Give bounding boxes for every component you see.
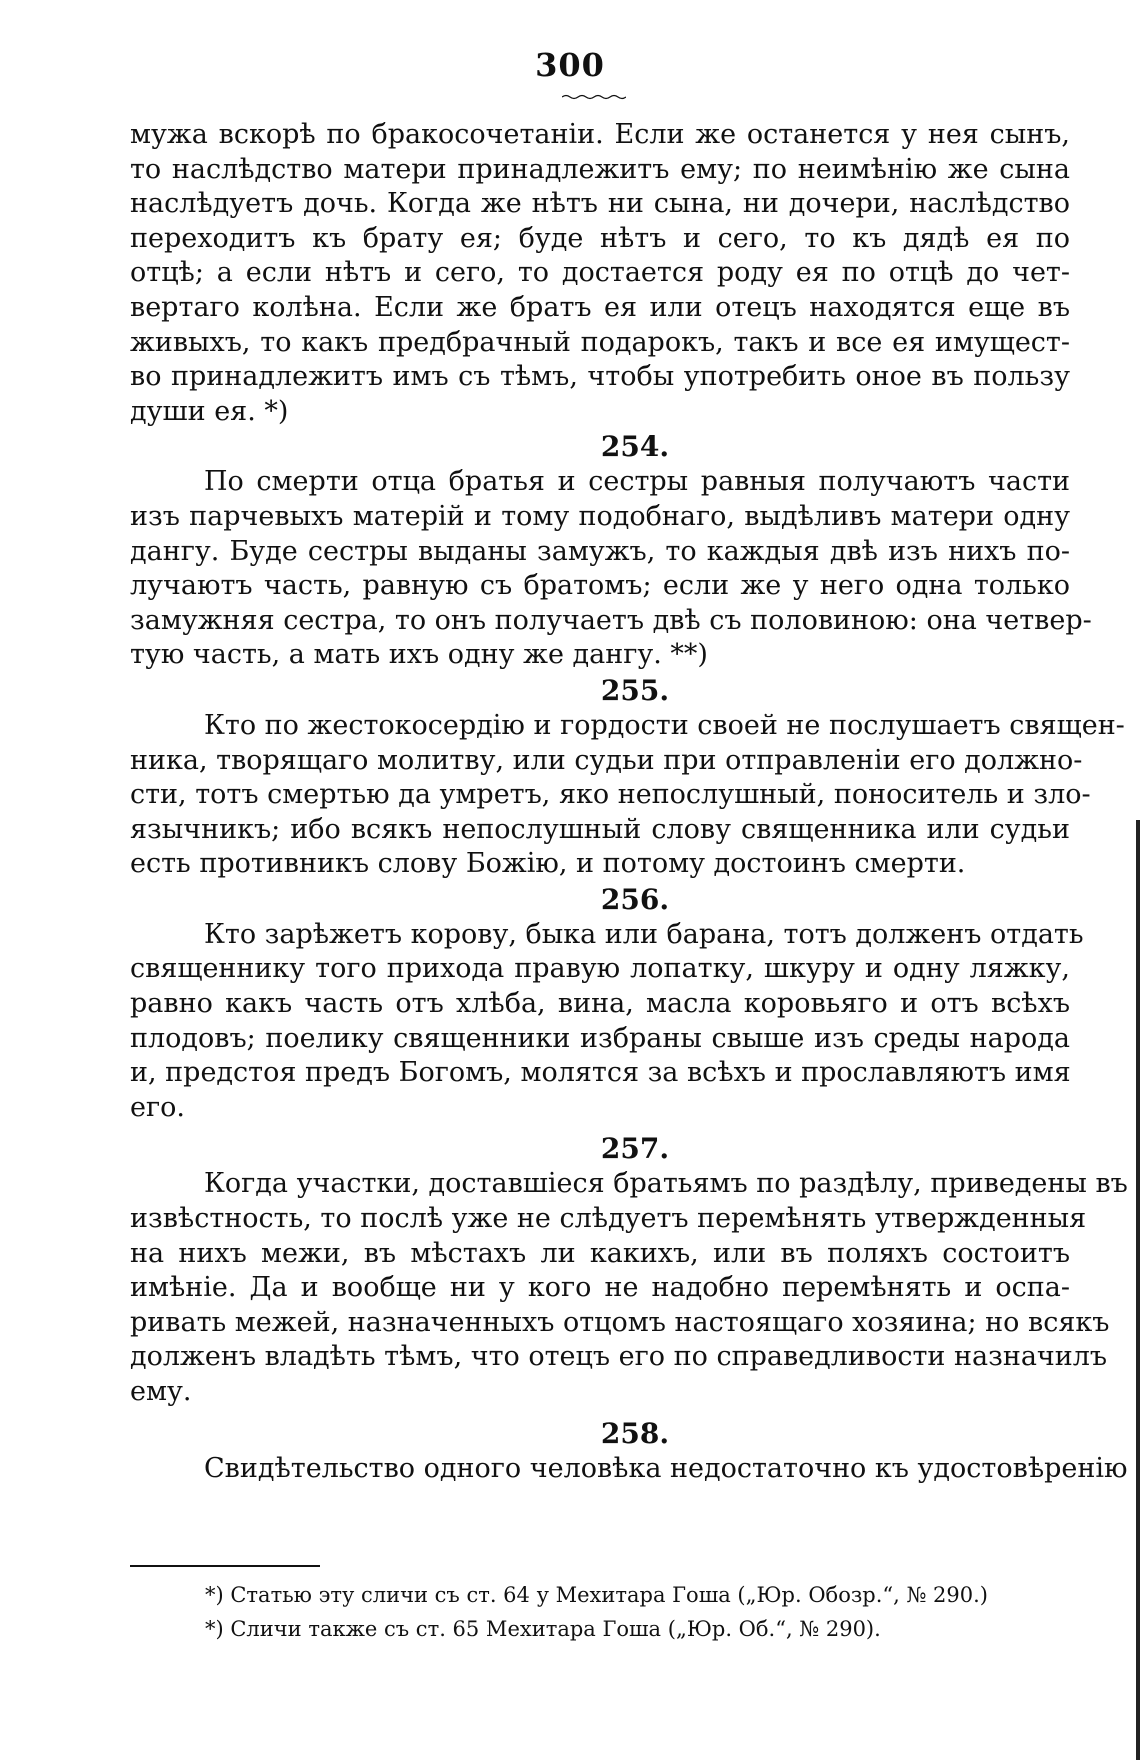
text-line: сти, тотъ смертью да умретъ, яко непослушный, поноситель и зло- <box>130 779 1091 811</box>
text-line: тую часть, а мать ихъ одну же дангу. **) <box>130 639 708 671</box>
footnotes <box>205 1578 1065 1646</box>
text-line: на нихъ межи, въ мѣстахъ ли какихъ, или въ поляхъ состоитъ <box>130 1237 1070 1269</box>
text-line: ника, творящаго молитву, или судьи при отправленіи его должно- <box>130 744 1083 776</box>
text-line: вертаго колѣна. Если же братъ ея или отецъ находятся еще въ <box>130 291 1070 323</box>
text-line: живыхъ, то какъ предбрачный подарокъ, такъ и все ея имущест- <box>130 326 1070 358</box>
text-line: отцѣ; а если нѣтъ и сего, то достается роду ея по отцѣ до чет- <box>130 257 1070 289</box>
text-line: дангу. Буде сестры выданы замужъ, то каждыя двѣ изъ нихъ по- <box>130 535 1070 567</box>
section-256 <box>130 882 1084 1126</box>
text-line: ривать межей, назначенныхъ отцомъ настоящаго хозяина; но всякъ <box>130 1306 1110 1338</box>
section-number: 256. <box>600 882 670 916</box>
text-line: во принадлежитъ имъ съ тѣмъ, чтобы употребить оное въ пользу <box>130 361 1070 393</box>
section-258 <box>130 1416 1128 1487</box>
text-line: души ея. *) <box>130 395 289 427</box>
text-line: есть противникъ слову Божію, и потому достоинъ смерти. <box>130 848 966 880</box>
text-line: переходитъ къ брату ея; буде нѣтъ и сего, то къ дядѣ ея по <box>130 222 1070 254</box>
text-line: лучаютъ часть, равную съ братомъ; если же у него одна только <box>130 570 1070 602</box>
section-number: 255. <box>600 673 670 707</box>
text-line: и, предстоя предъ Богомъ, молятся за всѣхъ и прославляютъ имя <box>130 1057 1071 1089</box>
footnote: *) Статью эту сличи съ ст. 64 у Мехитара Гоша („Юр. Обозр.“, № 290.) <box>205 1583 988 1607</box>
text-line: язычникъ; ибо всякъ непослушный слову священника или судьи <box>130 813 1070 845</box>
text-line: изъ парчевыхъ матерій и тому подобнаго, выдѣливъ матери одну <box>130 500 1070 532</box>
page-number: 300 <box>535 46 605 84</box>
text-line: ему. <box>130 1376 192 1407</box>
text-line: Когда участки, доставшіеся братьямъ по раздѣлу, приведены въ <box>204 1168 1128 1200</box>
section-number: 258. <box>600 1416 670 1450</box>
text-line: Кто зарѣжетъ корову, быка или барана, тотъ долженъ отдать <box>204 918 1084 950</box>
section-number: 254. <box>600 430 670 464</box>
section-number: 257. <box>600 1132 670 1166</box>
text-line: Свидѣтельство одного человѣка недостаточно къ удостовѣренію <box>204 1452 1128 1484</box>
section-255 <box>130 673 1125 882</box>
text-line: замужняя сестра, то онъ получаетъ двѣ съ половиною: она четвер- <box>130 604 1092 636</box>
text-line: священнику того прихода правую лопатку, шкуру и одну ляжку, <box>130 953 1070 985</box>
text-line: Кто по жестокосердію и гордости своей не послушаетъ священ- <box>204 709 1125 741</box>
section-254 <box>130 429 1092 673</box>
text-line: его. <box>130 1091 185 1123</box>
section-257 <box>130 1131 1128 1409</box>
text-line: имѣніе. Да и вообще ни у кого не надобно перемѣнять и оспа- <box>130 1272 1070 1304</box>
text-line: то наслѣдство матери принадлежитъ ему; по неимѣнію же сына <box>130 153 1070 185</box>
text-line: наслѣдуетъ дочь. Когда же нѣтъ ни сына, ни дочери, наслѣдство <box>130 188 1070 220</box>
footnote: *) Сличи также съ ст. 65 Мехитара Гоша („Юр. Об.“, № 290). <box>205 1617 881 1641</box>
text-line: плодовъ; поелику священники избраны свыше изъ среды народа <box>130 1022 1070 1054</box>
text-line: мужа вскорѣ по бракосочетаніи. Если же останется у нея сынъ, <box>130 119 1070 150</box>
text-line: По смерти отца братья и сестры равныя получаютъ части <box>204 466 1070 498</box>
page-number-ornament <box>562 94 626 100</box>
intro-paragraph <box>130 118 1070 429</box>
text-line: долженъ владѣть тѣмъ, что отецъ его по справедливости назначилъ <box>130 1341 1108 1373</box>
text-line: извѣстность, то послѣ уже не слѣдуетъ перемѣнять утвержденныя <box>130 1203 1087 1235</box>
page-edge-shadow <box>1136 820 1140 1760</box>
text-line: равно какъ часть отъ хлѣба, вина, масла коровьяго и отъ всѣхъ <box>130 988 1070 1020</box>
body-text <box>130 118 1128 1486</box>
footnote-divider <box>130 1565 320 1567</box>
